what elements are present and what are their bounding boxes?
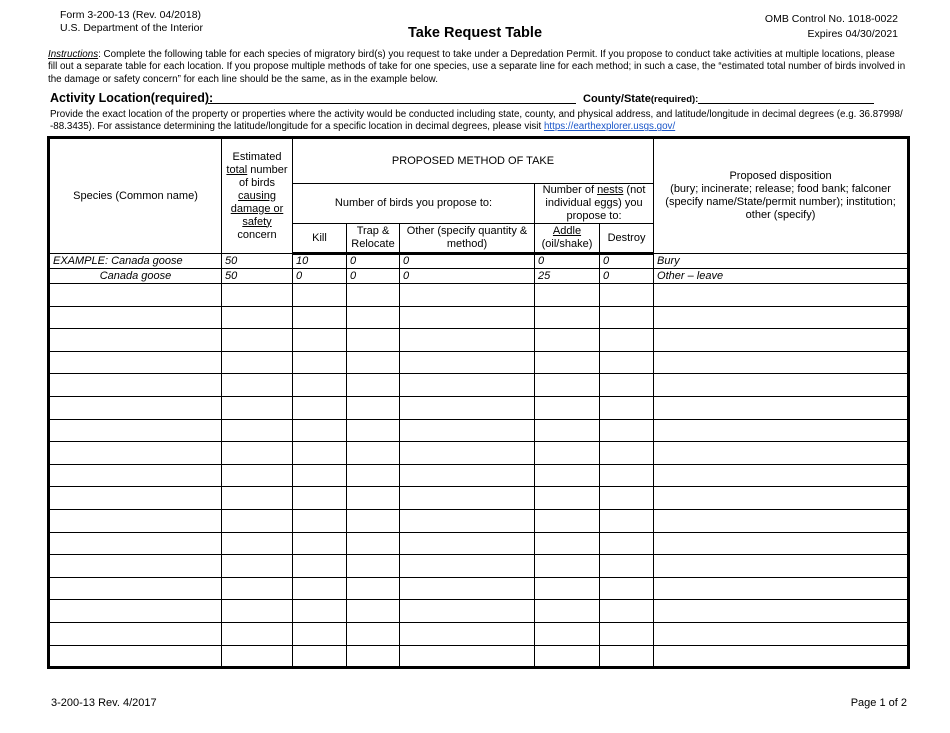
trap-cell[interactable] (347, 600, 400, 623)
form-number: Form 3-200-13 (Rev. 04/2018) (60, 9, 202, 21)
estimated-cell[interactable] (222, 374, 293, 397)
species-cell[interactable] (49, 645, 222, 668)
trap-cell[interactable] (347, 442, 400, 465)
other-cell[interactable] (400, 600, 535, 623)
take-request-table (47, 136, 910, 669)
destroy-cell[interactable] (600, 622, 654, 645)
disposition-cell[interactable] (654, 532, 909, 555)
disposition-cell[interactable] (654, 600, 909, 623)
kill-cell[interactable] (293, 622, 347, 645)
disposition-cell[interactable] (654, 645, 909, 668)
table-row-empty (49, 577, 909, 600)
table-row (49, 269, 909, 284)
species-cell[interactable] (49, 396, 222, 419)
species-cell[interactable] (49, 306, 222, 329)
activity-location-field[interactable] (208, 103, 576, 104)
table-row-empty (49, 464, 909, 487)
disposition-cell[interactable] (654, 487, 909, 510)
kill-cell[interactable] (293, 374, 347, 397)
addle-cell[interactable]: 25 (535, 269, 600, 284)
kill-cell[interactable] (293, 487, 347, 510)
estimated-cell[interactable] (222, 600, 293, 623)
species-cell[interactable] (49, 374, 222, 397)
addle-cell[interactable] (535, 509, 600, 532)
trap-cell[interactable] (347, 532, 400, 555)
species-cell[interactable] (49, 464, 222, 487)
species-cell[interactable]: EXAMPLE: Canada goose (49, 254, 222, 269)
county-state-field[interactable] (698, 103, 874, 104)
species-cell[interactable] (49, 509, 222, 532)
disposition-cell[interactable] (654, 284, 909, 307)
kill-cell[interactable] (293, 419, 347, 442)
estimated-cell[interactable] (222, 419, 293, 442)
kill-cell[interactable] (293, 442, 347, 465)
estimated-cell[interactable] (222, 577, 293, 600)
estimated-cell[interactable] (222, 555, 293, 578)
trap-cell[interactable] (347, 351, 400, 374)
estimated-cell[interactable]: 50 (222, 269, 293, 284)
disposition-header: Proposed disposition (bury; incinerate; release; food bank; falconer (specify name/State/permit number); institution; other (specify) (654, 138, 909, 254)
estimated-cell[interactable] (222, 509, 293, 532)
table-row-empty (49, 532, 909, 555)
destroy-cell[interactable] (600, 464, 654, 487)
species-cell[interactable] (49, 442, 222, 465)
other-cell[interactable]: 0 (400, 254, 535, 269)
estimated-cell[interactable] (222, 442, 293, 465)
destroy-cell[interactable] (600, 284, 654, 307)
table-row-empty (49, 329, 909, 352)
activity-location-label: Activity Location(required): (50, 91, 214, 105)
expiration-date: Expires 04/30/2021 (807, 28, 898, 40)
other-cell[interactable] (400, 374, 535, 397)
addle-cell[interactable] (535, 622, 600, 645)
kill-cell[interactable] (293, 509, 347, 532)
kill-cell[interactable] (293, 645, 347, 668)
proposed-method-header: PROPOSED METHOD OF TAKE (293, 138, 654, 184)
kill-cell[interactable] (293, 577, 347, 600)
species-cell[interactable] (49, 329, 222, 352)
trap-cell[interactable] (347, 577, 400, 600)
kill-cell[interactable] (293, 464, 347, 487)
trap-cell[interactable] (347, 555, 400, 578)
destroy-cell[interactable] (600, 329, 654, 352)
addle-cell[interactable] (535, 532, 600, 555)
addle-cell[interactable] (535, 329, 600, 352)
other-cell[interactable] (400, 329, 535, 352)
addle-cell[interactable] (535, 645, 600, 668)
destroy-cell[interactable] (600, 419, 654, 442)
disposition-cell[interactable] (654, 577, 909, 600)
table-row-empty (49, 487, 909, 510)
other-cell[interactable] (400, 306, 535, 329)
trap-cell[interactable] (347, 284, 400, 307)
addle-cell[interactable] (535, 487, 600, 510)
table-row-empty (49, 419, 909, 442)
kill-cell[interactable] (293, 329, 347, 352)
species-cell[interactable] (49, 622, 222, 645)
instructions-label: Instructions (48, 49, 99, 60)
addle-cell[interactable] (535, 600, 600, 623)
addle-cell[interactable] (535, 351, 600, 374)
destroy-header: Destroy (600, 224, 654, 254)
addle-header: Addle (oil/shake) (535, 224, 600, 254)
page-title: Take Request Table (407, 25, 543, 41)
other-method-header: Other (specify quantity & method) (400, 224, 535, 254)
department-name: U.S. Department of the Interior (60, 21, 203, 34)
destroy-cell[interactable] (600, 306, 654, 329)
species-cell[interactable] (49, 351, 222, 374)
table-row-empty (49, 396, 909, 419)
trap-cell[interactable] (347, 622, 400, 645)
destroy-cell[interactable] (600, 509, 654, 532)
omb-control-number: OMB Control No. 1018-0022 (764, 13, 898, 25)
other-cell[interactable]: 0 (400, 269, 535, 284)
blank-rows (49, 284, 909, 668)
other-cell[interactable] (400, 645, 535, 668)
addle-cell[interactable] (535, 396, 600, 419)
table-row-empty (49, 351, 909, 374)
addle-cell[interactable] (535, 284, 600, 307)
disposition-cell[interactable] (654, 555, 909, 578)
destroy-cell[interactable] (600, 600, 654, 623)
kill-cell[interactable] (293, 532, 347, 555)
other-cell[interactable] (400, 577, 535, 600)
other-cell[interactable] (400, 464, 535, 487)
destroy-cell[interactable] (600, 374, 654, 397)
disposition-cell[interactable] (654, 622, 909, 645)
estimated-cell[interactable] (222, 645, 293, 668)
table-row-empty (49, 645, 909, 668)
trap-cell[interactable] (347, 396, 400, 419)
trap-cell[interactable] (347, 306, 400, 329)
destroy-cell[interactable]: 0 (600, 269, 654, 284)
trap-cell[interactable] (347, 645, 400, 668)
destroy-cell[interactable] (600, 442, 654, 465)
destroy-cell[interactable] (600, 487, 654, 510)
destroy-cell[interactable]: 0 (600, 254, 654, 269)
estimated-cell[interactable] (222, 464, 293, 487)
kill-cell[interactable] (293, 396, 347, 419)
kill-cell[interactable] (293, 351, 347, 374)
addle-cell[interactable] (535, 464, 600, 487)
other-cell[interactable] (400, 442, 535, 465)
disposition-cell[interactable] (654, 351, 909, 374)
other-cell[interactable] (400, 351, 535, 374)
trap-cell[interactable] (347, 509, 400, 532)
other-cell[interactable] (400, 284, 535, 307)
trap-cell[interactable] (347, 464, 400, 487)
estimated-cell[interactable] (222, 532, 293, 555)
county-state-label (583, 93, 698, 105)
table-row-empty (49, 442, 909, 465)
estimated-cell[interactable] (222, 622, 293, 645)
addle-cell[interactable] (535, 374, 600, 397)
species-cell[interactable] (49, 419, 222, 442)
trap-cell[interactable] (347, 374, 400, 397)
table-row-empty (49, 600, 909, 623)
kill-cell[interactable] (293, 306, 347, 329)
trap-relocate-header: Trap & Relocate (347, 224, 400, 254)
kill-cell[interactable]: 0 (293, 269, 347, 284)
disposition-cell[interactable] (654, 396, 909, 419)
disposition-cell[interactable] (654, 509, 909, 532)
species-cell[interactable] (49, 487, 222, 510)
estimated-cell[interactable]: 50 (222, 254, 293, 269)
disposition-cell[interactable] (654, 329, 909, 352)
other-cell[interactable] (400, 509, 535, 532)
species-header: Species (Common name) (49, 138, 222, 254)
kill-cell[interactable] (293, 600, 347, 623)
other-cell[interactable] (400, 532, 535, 555)
addle-cell[interactable] (535, 577, 600, 600)
trap-cell[interactable] (347, 329, 400, 352)
other-cell[interactable] (400, 555, 535, 578)
estimated-cell[interactable] (222, 351, 293, 374)
trap-cell[interactable]: 0 (347, 254, 400, 269)
table-row-example (49, 254, 909, 269)
earthexplorer-link[interactable]: https://earthexplorer.usgs.gov/ (543, 121, 676, 133)
other-cell[interactable] (400, 396, 535, 419)
location-description-text: Provide the exact location of the property or properties where the activity would be conducted including state, county, and physical address, and latitude/longitude in decimal degrees (e.g. 36.87998/ -88.3435). For assistance determining the latitude/longitude for a specific location in decimal degrees, please visit (50, 109, 903, 133)
destroy-cell[interactable] (600, 555, 654, 578)
table-row-empty (49, 306, 909, 329)
disposition-cell[interactable] (654, 419, 909, 442)
addle-cell[interactable]: 0 (535, 254, 600, 269)
species-cell[interactable] (49, 577, 222, 600)
kill-header: Kill (293, 224, 347, 254)
other-cell[interactable] (400, 622, 535, 645)
table-row-empty (49, 555, 909, 578)
disposition-cell[interactable] (654, 442, 909, 465)
species-cell[interactable] (49, 532, 222, 555)
estimated-cell[interactable] (222, 487, 293, 510)
estimated-total-header: Estimated total number of birds causing damage or safety concern (222, 138, 293, 254)
estimated-cell[interactable] (222, 396, 293, 419)
destroy-cell[interactable] (600, 351, 654, 374)
estimated-cell[interactable] (222, 329, 293, 352)
species-cell[interactable] (49, 600, 222, 623)
trap-cell[interactable] (347, 419, 400, 442)
disposition-cell[interactable]: Bury (654, 254, 909, 269)
trap-cell[interactable]: 0 (347, 269, 400, 284)
location-description (50, 109, 906, 134)
footer-form-revision: 3-200-13 Rev. 4/2017 (51, 697, 157, 709)
form-header-right (765, 12, 898, 42)
other-cell[interactable] (400, 419, 535, 442)
instructions-paragraph (48, 49, 906, 86)
instructions-text: : Complete the following table for each species of migratory bird(s) you request to take under a Depredation Permit. If you propose to conduct take activities at multiple locations, please fill out a separate table for each location. If you propose multiple methods of take for one species, use a separate line for each method; in such a case, the “estimated total number of birds involved in the damage or safety concern” for each line should be the same, as in the example below. (48, 49, 906, 85)
species-cell[interactable] (49, 284, 222, 307)
destroy-cell[interactable] (600, 532, 654, 555)
addle-cell[interactable] (535, 306, 600, 329)
species-cell[interactable]: Canada goose (49, 269, 222, 284)
number-birds-header: Number of birds you propose to: (293, 184, 535, 224)
disposition-cell[interactable] (654, 306, 909, 329)
other-cell[interactable] (400, 487, 535, 510)
destroy-cell[interactable] (600, 645, 654, 668)
kill-cell[interactable] (293, 555, 347, 578)
disposition-cell[interactable]: Other – leave (654, 269, 909, 284)
trap-cell[interactable] (347, 487, 400, 510)
addle-cell[interactable] (535, 555, 600, 578)
addle-cell[interactable] (535, 442, 600, 465)
kill-cell[interactable] (293, 284, 347, 307)
page-number: Page 1 of 2 (850, 697, 907, 709)
table-row-empty (49, 622, 909, 645)
disposition-cell[interactable] (654, 374, 909, 397)
table-row-empty (49, 509, 909, 532)
table-row-empty (49, 374, 909, 397)
county-state-text: County/State (583, 93, 651, 105)
county-required-text: (required): (650, 94, 699, 105)
estimated-cell[interactable] (222, 284, 293, 307)
number-nests-header: Number of nests (not individual eggs) you propose to: (535, 184, 654, 224)
kill-cell[interactable]: 10 (293, 254, 347, 269)
destroy-cell[interactable] (600, 577, 654, 600)
species-cell[interactable] (49, 555, 222, 578)
disposition-cell[interactable] (654, 464, 909, 487)
addle-cell[interactable] (535, 419, 600, 442)
destroy-cell[interactable] (600, 396, 654, 419)
estimated-cell[interactable] (222, 306, 293, 329)
table-row-empty (49, 284, 909, 307)
